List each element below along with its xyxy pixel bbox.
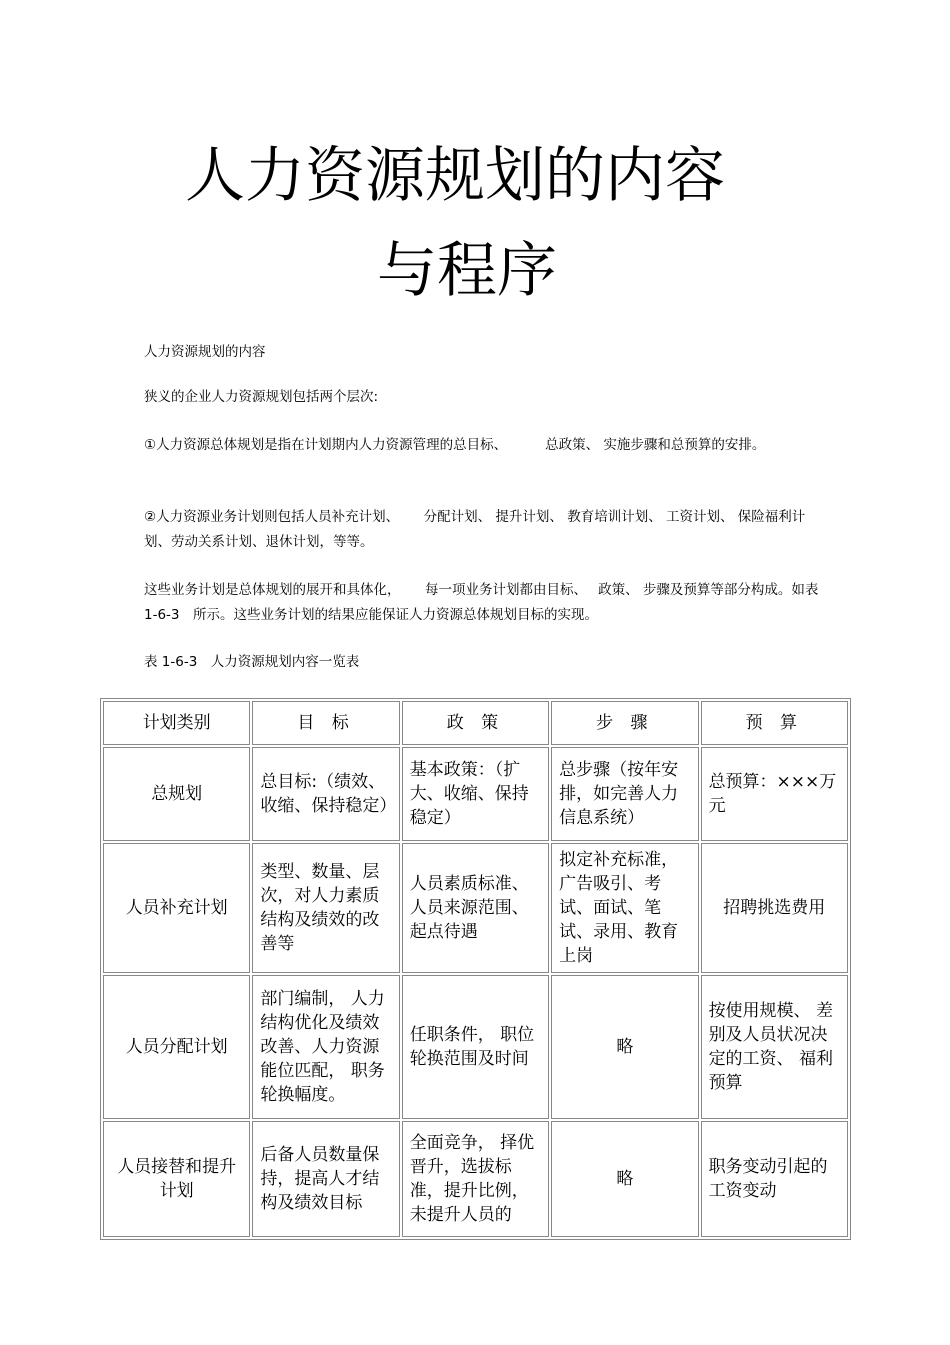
table-row [103,1121,848,1237]
cell-policy: 基本政策：（扩大、收缩、保持稳定） [402,747,549,841]
cell-goal: 类型、数量、层次，对人力素质结构及绩效的改善等 [252,843,399,973]
header-goal: 目 标 [252,701,399,745]
business-plan-paragraph: ②人力资源业务计划则包括人员补充计划、 分配计划、 提升计划、 教育培训计划、 工资计划、 保险福利计划、劳动关系计划、退休计划，等等。 [144,509,806,550]
cell-steps: 拟定补充标准，广告吸引、考试、面试、笔试、录用、教育上岗 [551,843,698,973]
overall-plan-paragraph: ①人力资源总体规划是指在计划期内人力资源管理的总目标、 总政策、 实施步骤和总预算的安排。 [144,437,766,453]
table-header-row [103,701,848,745]
table-row [103,747,848,841]
page-title-line-2: 与程序 [377,236,557,306]
cell-goal: 部门编制， 人力结构优化及绩效改善、人力资源能位匹配， 职务轮换幅度。 [252,975,399,1119]
section-heading: 人力资源规划的内容 [144,344,266,360]
header-steps: 步 骤 [551,701,698,745]
cell-budget: 总预算：×××万元 [701,747,848,841]
header-policy: 政 策 [402,701,549,745]
cell-plan-type: 总规划 [103,747,250,841]
intro-paragraph: 狭义的企业人力资源规划包括两个层次: [144,389,379,405]
header-budget: 预 算 [701,701,848,745]
planning-content-table [100,698,851,1240]
table-caption: 表 1-6-3 人力资源规划内容一览表 [144,654,360,670]
table-row [103,975,848,1119]
cell-steps: 略 [551,1121,698,1237]
table-row [103,843,848,973]
cell-budget: 招聘挑选费用 [701,843,848,973]
cell-plan-type: 人员分配计划 [103,975,250,1119]
cell-plan-type: 人员补充计划 [103,843,250,973]
header-plan-type: 计划类别 [103,701,250,745]
explanation-paragraph: 这些业务计划是总体规划的展开和具体化， 每一项业务计划都由目标、 政策、 步骤及预算等部分构成。如表 1-6-3 所示。这些业务计划的结果应能保证人力资源总体规划目标的实现。 [144,582,832,623]
cell-policy: 任职条件， 职位轮换范围及时间 [402,975,549,1119]
cell-steps: 略 [551,975,698,1119]
cell-steps: 总步骤（按年安排，如完善人力信息系统） [551,747,698,841]
cell-plan-type: 人员接替和提升计划 [103,1121,250,1237]
cell-goal: 总目标:（绩效、收缩、保持稳定） [252,747,399,841]
cell-budget: 按使用规模、 差别及人员状况决定的工资、 福利预算 [701,975,848,1119]
cell-budget: 职务变动引起的工资变动 [701,1121,848,1237]
page-title-line-1: 人力资源规划的内容 [185,141,725,211]
cell-policy: 人员素质标准、人员来源范围、起点待遇 [402,843,549,973]
cell-goal: 后备人员数量保持，提高人才结构及绩效目标 [252,1121,399,1237]
cell-policy: 全面竞争， 择优晋升，选拔标准，提升比例，未提升人员的 [402,1121,549,1237]
